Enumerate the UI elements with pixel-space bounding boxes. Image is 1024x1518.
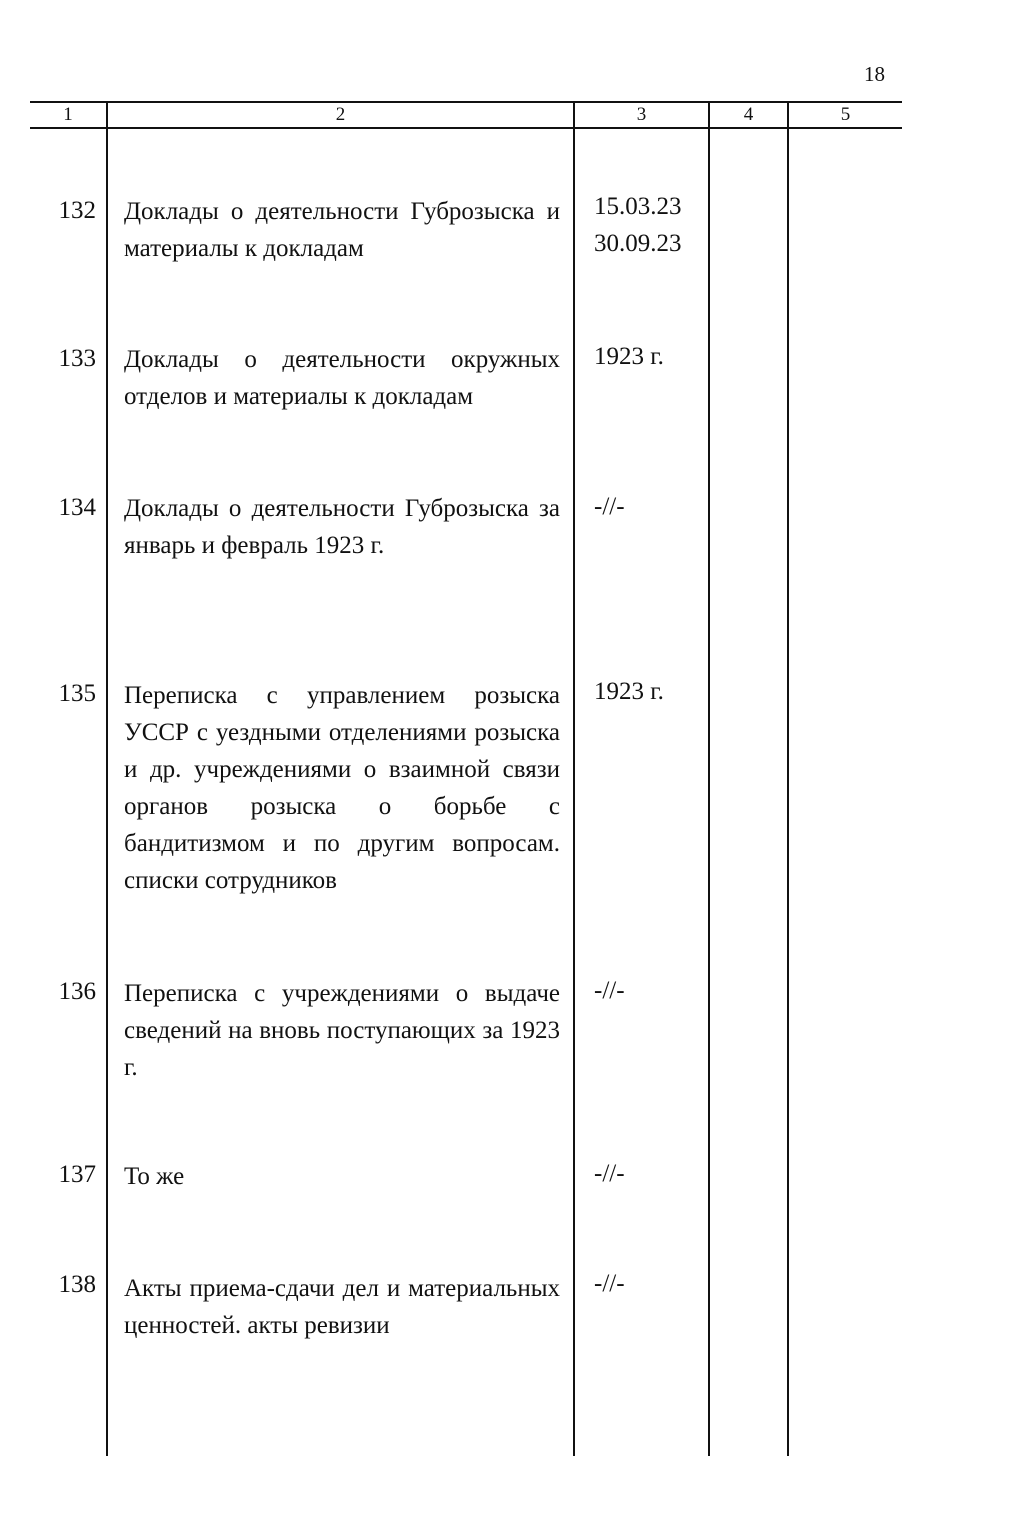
row-dates: -//-	[594, 1270, 625, 1297]
row-description: То же	[124, 1163, 185, 1190]
row-number: 133	[58, 345, 96, 372]
row-number: 138	[58, 1271, 96, 1298]
column-header-3: 3	[636, 104, 647, 125]
column-divider-3	[708, 101, 710, 1456]
row-number: 137	[58, 1161, 96, 1188]
row-description: Доклады о деятельности окружных отделов и материалы к докладам	[124, 346, 560, 410]
column-divider-2	[573, 101, 575, 1456]
row-number: 135	[58, 680, 96, 707]
row-description: Доклады о деятельности Губрозыска за январь и февраль 1923 г.	[124, 495, 560, 559]
row-description: Переписка с управлением розыска УССР с уездными отделениями розыска и др. учреждениями о взаимной связи органов розыска о борьбе с бандитизмом и по другим вопросам. списки сотрудников	[124, 682, 560, 894]
row-description: Переписка с учреждениями о выдаче сведений на вновь поступающих за 1923 г.	[124, 980, 560, 1081]
row-dates: 1923 г.	[594, 343, 664, 370]
row-number: 136	[58, 978, 96, 1005]
row-dates: -//-	[594, 1160, 625, 1187]
row-number: 134	[58, 494, 96, 521]
row-dates: -//-	[594, 493, 625, 520]
column-divider-4	[787, 101, 789, 1456]
row-dates: -//-	[594, 977, 625, 1004]
column-divider-1	[106, 101, 108, 1456]
row-number: 132	[58, 197, 96, 224]
page-number: 18	[864, 62, 885, 86]
column-header-5: 5	[840, 104, 851, 125]
row-dates: 15.03.23 30.09.23	[594, 193, 682, 257]
column-header-4: 4	[743, 104, 754, 125]
header-top-rule	[30, 101, 902, 103]
row-description: Доклады о деятельности Губрозыска и материалы к докладам	[124, 198, 560, 262]
column-header-2: 2	[335, 104, 346, 125]
column-header-1: 1	[63, 104, 73, 125]
row-dates: 1923 г.	[594, 678, 664, 705]
header-bottom-rule	[30, 127, 902, 129]
row-description: Акты приема-сдачи дел и материальных ценностей. акты ревизии	[124, 1275, 560, 1339]
